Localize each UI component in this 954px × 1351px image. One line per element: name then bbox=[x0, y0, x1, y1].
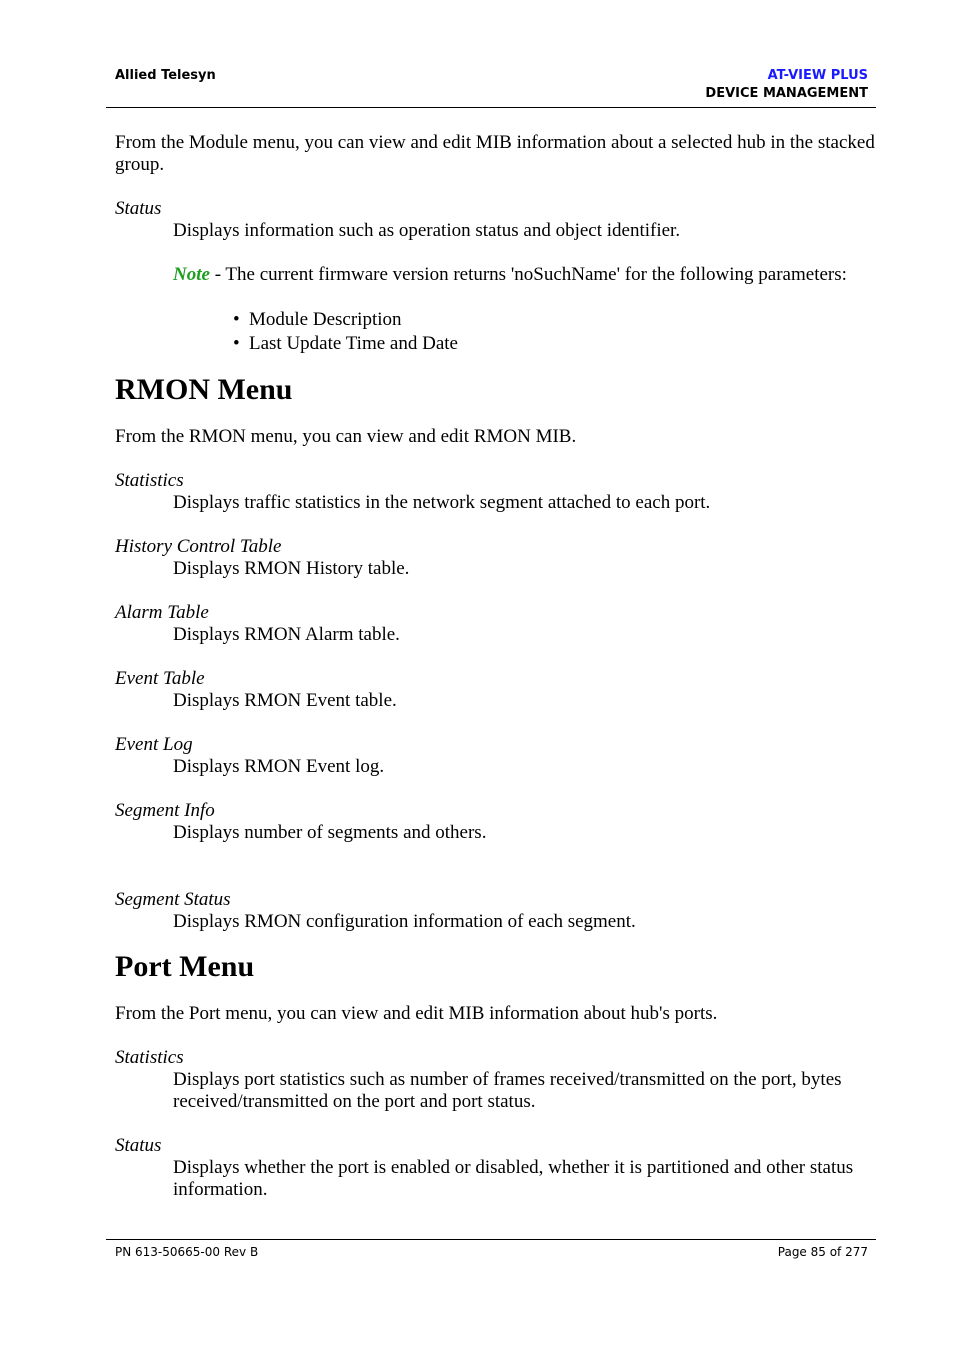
term-event-table: Event Table bbox=[115, 668, 205, 689]
list-item: • Module Description bbox=[233, 309, 402, 330]
bullet-icon: • bbox=[233, 309, 240, 330]
header-title-block bbox=[705, 67, 868, 103]
header-product: AT-VIEW PLUS bbox=[767, 68, 868, 83]
bullet-list bbox=[115, 308, 875, 356]
port-intro: From the Port menu, you can view and edit MIB information about hub's ports. bbox=[115, 1003, 718, 1024]
desc-port-status: Displays whether the port is enabled or disabled, whether it is partitioned and other status information. bbox=[173, 1157, 854, 1200]
term-history-control-table: History Control Table bbox=[115, 536, 282, 557]
term-event-log: Event Log bbox=[115, 734, 193, 755]
port-heading: Port Menu bbox=[115, 950, 255, 983]
header-company: Allied Telesyn bbox=[115, 68, 216, 83]
desc-segment-info: Displays number of segments and others. bbox=[173, 822, 487, 843]
term-alarm-table: Alarm Table bbox=[115, 602, 209, 623]
page-body bbox=[115, 132, 875, 1201]
term-port-status: Status bbox=[115, 1135, 162, 1156]
rmon-heading: RMON Menu bbox=[115, 373, 293, 406]
desc-event-log: Displays RMON Event log. bbox=[173, 756, 385, 777]
term-segment-status: Segment Status bbox=[115, 889, 231, 910]
note-label: Note bbox=[173, 264, 210, 285]
note-text: - The current firmware version returns 'noSuchName' for the following parameters: bbox=[209, 264, 847, 285]
header-rule bbox=[106, 107, 876, 108]
footer-page-number: Page 85 of 277 bbox=[777, 1245, 868, 1259]
desc-port-statistics: Displays port statistics such as number of frames received/transmitted on the port, bytes received/transmitted on the port and port status. bbox=[173, 1069, 842, 1112]
footer-part-number: PN 613-50665-00 Rev B bbox=[115, 1245, 259, 1259]
desc-rmon-statistics: Displays traffic statistics in the network segment attached to each port. bbox=[173, 492, 711, 513]
desc-status: Displays information such as operation status and object identifier. bbox=[173, 220, 681, 241]
desc-alarm-table: Displays RMON Alarm table. bbox=[173, 624, 400, 645]
module-intro: From the Module menu, you can view and edit MIB information about a selected hub in the stacked group. bbox=[115, 132, 875, 175]
term-status: Status bbox=[115, 198, 162, 219]
term-port-statistics: Statistics bbox=[115, 1047, 184, 1068]
bullet-icon: • bbox=[233, 333, 240, 354]
list-item: • Last Update Time and Date bbox=[233, 333, 458, 354]
desc-event-table: Displays RMON Event table. bbox=[173, 690, 397, 711]
term-rmon-statistics: Statistics bbox=[115, 470, 184, 491]
header-section: DEVICE MANAGEMENT bbox=[705, 86, 868, 101]
desc-history-control-table: Displays RMON History table. bbox=[173, 558, 410, 579]
term-segment-info: Segment Info bbox=[115, 800, 215, 821]
desc-segment-status: Displays RMON configuration information of each segment. bbox=[173, 911, 636, 932]
footer-rule bbox=[106, 1239, 876, 1240]
note bbox=[173, 264, 875, 286]
rmon-intro: From the RMON menu, you can view and edit RMON MIB. bbox=[115, 426, 577, 447]
